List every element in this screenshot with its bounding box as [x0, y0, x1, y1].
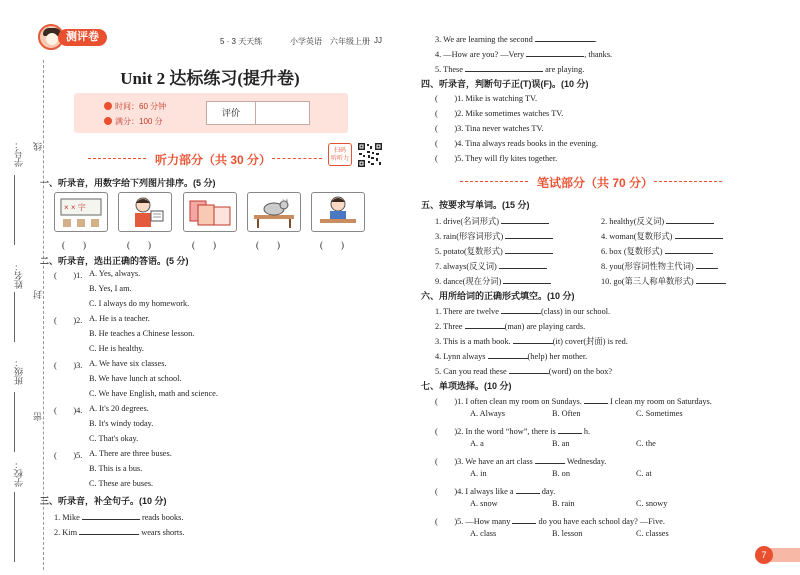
section-4-heading: 四、听录音，判断句子正(T)误(F)。(10 分) — [421, 79, 589, 89]
page-tab — [770, 548, 800, 562]
section-6-heading: 六、用所给词的正确形式填空。(10 分) — [421, 291, 575, 301]
q7-4-option-b: B. rain — [552, 499, 575, 508]
student-id-line — [14, 175, 15, 245]
q2-5-option-a: A. There are three buses. — [89, 449, 172, 458]
q5-5: 5. potato(复数形式) — [435, 244, 553, 257]
q6-1: 1. There are twelve (class) in our school. — [435, 304, 610, 316]
seal-mark-secret: 密 — [33, 412, 43, 421]
q7-3: ( )3. We have an art class Wednesday. — [435, 454, 606, 467]
picture-cat-desk — [247, 192, 301, 232]
q7-4-blank[interactable] — [516, 484, 540, 494]
page-title: Unit 2 达标练习(提升卷) — [120, 69, 300, 88]
q5-3-blank[interactable] — [505, 229, 553, 239]
q7-4-option-a: A. snow — [470, 499, 498, 508]
order-answer-1[interactable]: ( ) — [62, 240, 86, 250]
q7-2-option-b: B. an — [552, 439, 570, 448]
order-answer-3[interactable]: ( ) — [192, 240, 216, 250]
clock-icon — [104, 102, 112, 110]
q7-2-option-a: A. a — [470, 439, 484, 448]
qr-code-icon[interactable] — [357, 142, 383, 168]
q3-3-blank[interactable] — [535, 32, 595, 42]
q2-1-option-a: A. Yes, always. — [89, 269, 141, 278]
q3-1-blank[interactable] — [82, 510, 140, 520]
picture-boy-desk — [311, 192, 365, 232]
q4-5: ( )5. They will fly kites together. — [435, 154, 558, 163]
header-series: 5 · 3 天天练 — [220, 37, 263, 46]
q5-7: 7. always(反义词) — [435, 259, 547, 272]
q2-3-option-c: C. We have English, math and science. — [89, 389, 218, 398]
q5-8: 8. you(形容词性物主代词) — [601, 259, 718, 272]
q3-4-blank[interactable] — [526, 47, 584, 57]
q3-2-blank[interactable] — [79, 525, 139, 535]
q5-6-blank[interactable] — [665, 244, 713, 254]
q2-4-option-b: B. It's windy today. — [89, 419, 154, 428]
q7-2: ( )2. In the word “how”, there is h. — [435, 424, 590, 437]
q3-4: 4. —How are you? —Very , thanks. — [435, 47, 612, 59]
q3-3: 3. We are learning the second . — [435, 32, 597, 44]
q5-5-blank[interactable] — [505, 244, 553, 254]
q5-1: 1. drive(名词形式) — [435, 214, 549, 227]
name-line — [14, 292, 15, 342]
school-line — [14, 492, 15, 562]
school-label: 学校： — [14, 460, 24, 487]
q2-3-option-b: B. We have lunch at school. — [89, 374, 182, 383]
q7-5-option-a: A. class — [470, 529, 497, 538]
q4-2: ( )2. Mike sometimes watches TV. — [435, 109, 564, 118]
q2-2-number: ( )2. — [54, 316, 83, 325]
q2-5-option-c: C. These are buses. — [89, 479, 154, 488]
name-label: 姓名： — [14, 262, 24, 289]
q4-1: ( )1. Mike is watching TV. — [435, 94, 538, 103]
q5-7-blank[interactable] — [499, 259, 547, 269]
divider-writing-right — [654, 181, 722, 182]
q7-5: ( )5. —How many do you have each school day? —Five. — [435, 514, 665, 527]
q6-4-blank[interactable] — [488, 349, 528, 359]
q3-5: 5. These are playing. — [435, 62, 584, 74]
section-2-heading: 二、听录音，选出正确的答语。(5 分) — [40, 256, 189, 266]
page-number: 7 — [755, 546, 773, 564]
q7-1-option-a: A. Always — [470, 409, 506, 418]
q5-4: 4. woman(复数形式) — [601, 229, 723, 242]
q7-1-blank[interactable] — [584, 394, 608, 404]
order-answer-4[interactable]: ( ) — [256, 240, 280, 250]
q5-8-blank[interactable] — [696, 259, 718, 269]
q5-10-blank[interactable] — [696, 274, 726, 284]
q5-9: 9. dance(现在分词) — [435, 274, 551, 287]
divider-left — [88, 158, 146, 159]
svg-text:× × 字: × × 字 — [64, 203, 86, 212]
q5-1-blank[interactable] — [501, 214, 549, 224]
q2-4-option-c: C. That's okay. — [89, 434, 139, 443]
q2-5-number: ( )5. — [54, 451, 83, 460]
picture-books — [183, 192, 237, 232]
grade-label: 评价 — [207, 102, 256, 124]
picture-classroom — [54, 192, 108, 232]
q7-5-option-c: C. classes — [636, 529, 669, 538]
q4-4: ( )4. Tina always reads books in the evening. — [435, 139, 598, 148]
q3-5-blank[interactable] — [465, 62, 543, 72]
q7-5-blank[interactable] — [512, 514, 536, 524]
q5-9-blank[interactable] — [503, 274, 551, 284]
q2-3-option-a: A. We have six classes. — [89, 359, 167, 368]
q7-3-option-b: B. on — [552, 469, 570, 478]
q7-3-blank[interactable] — [535, 454, 565, 464]
q2-4-number: ( )4. — [54, 406, 83, 415]
section-1-heading: 一、听录音，用数字给下列图片排序。(5 分) — [40, 178, 216, 188]
divider-right — [272, 158, 322, 159]
q5-10: 10. go(第三人称单数形式) — [601, 274, 726, 287]
grade-box — [206, 101, 310, 125]
exam-info-box — [74, 93, 348, 133]
q7-4-option-c: C. snowy — [636, 499, 668, 508]
score-icon — [104, 117, 112, 125]
q7-3-option-a: A. in — [470, 469, 487, 478]
section-5-heading: 五、按要求写单词。(15 分) — [421, 200, 530, 210]
section-7-heading: 七、单项选择。(10 分) — [421, 381, 512, 391]
q5-2: 2. healthy(反义词) — [601, 214, 714, 227]
q2-2-option-b: B. He teaches a Chinese lesson. — [89, 329, 195, 338]
divider-writing-left — [460, 181, 528, 182]
q6-1-blank[interactable] — [501, 304, 541, 314]
q6-3-blank[interactable] — [513, 334, 553, 344]
q7-2-option-c: C. the — [636, 439, 656, 448]
q2-1-option-c: C. I always do my homework. — [89, 299, 190, 308]
q7-2-blank[interactable] — [558, 424, 582, 434]
q7-1: ( )1. I often clean my room on Sundays. I clean my room on Saturdays. — [435, 394, 712, 407]
q2-2-option-a: A. He is a teacher. — [89, 314, 150, 323]
q2-5-option-b: B. This is a bus. — [89, 464, 143, 473]
q6-2: 2. Three (man) are playing cards. — [435, 319, 585, 331]
q6-2-blank[interactable] — [465, 319, 505, 329]
scan-tag: 扫码 听听力 — [328, 143, 352, 166]
q5-6: 6. box (复数形式) — [601, 244, 713, 257]
header-edition: JJ — [374, 36, 382, 45]
class-label: 班级： — [14, 358, 24, 385]
logo-badge: 测评卷 — [58, 29, 107, 46]
time-info: 时间：60 分钟 — [104, 101, 166, 112]
seal-mark-line: 线 — [33, 142, 43, 151]
q2-1-option-b: B. Yes, I am. — [89, 284, 132, 293]
q2-4-option-a: A. It's 20 degrees. — [89, 404, 149, 413]
q6-3: 3. This is a math book. (it) cover(封面) is red. — [435, 334, 628, 347]
q2-2-option-c: C. He is healthy. — [89, 344, 144, 353]
q5-3: 3. rain(形容词形式) — [435, 229, 553, 242]
order-answer-5[interactable]: ( ) — [320, 240, 344, 250]
q6-5: 5. Can you read these (word) on the box? — [435, 364, 612, 376]
q7-1-option-b: B. Often — [552, 409, 581, 418]
q3-2: 2. Kim wears shorts. — [54, 525, 185, 537]
listening-title: 听力部分（共 30 分） — [155, 153, 272, 167]
q5-4-blank[interactable] — [675, 229, 723, 239]
class-line — [14, 392, 15, 452]
q7-1-option-c: C. Sometimes — [636, 409, 683, 418]
q6-4: 4. Lynn always (help) her mother. — [435, 349, 587, 361]
q5-2-blank[interactable] — [666, 214, 714, 224]
q6-5-blank[interactable] — [509, 364, 549, 374]
q3-1: 1. Mike reads books. — [54, 510, 183, 522]
picture-boy-reading — [118, 192, 172, 232]
q7-5-option-b: B. lesson — [552, 529, 583, 538]
q2-3-number: ( )3. — [54, 361, 83, 370]
section-3-heading: 三、听录音，补全句子。(10 分) — [40, 496, 167, 506]
q4-3: ( )3. Tina never watches TV. — [435, 124, 544, 133]
q2-1-number: ( )1. — [54, 271, 83, 280]
q7-3-option-c: C. at — [636, 469, 652, 478]
writing-title: 笔试部分（共 70 分） — [537, 176, 654, 190]
student-id-label: 学号： — [14, 140, 24, 167]
seal-mark-seal: 封 — [33, 290, 43, 299]
q7-4: ( )4. I always like a day. — [435, 484, 555, 497]
score-info: 满分：100 分 — [104, 116, 163, 127]
order-answer-2[interactable]: ( ) — [127, 240, 151, 250]
header-subject: 小学英语 — [290, 37, 322, 46]
header-grade: 六年级上册 — [330, 37, 370, 46]
